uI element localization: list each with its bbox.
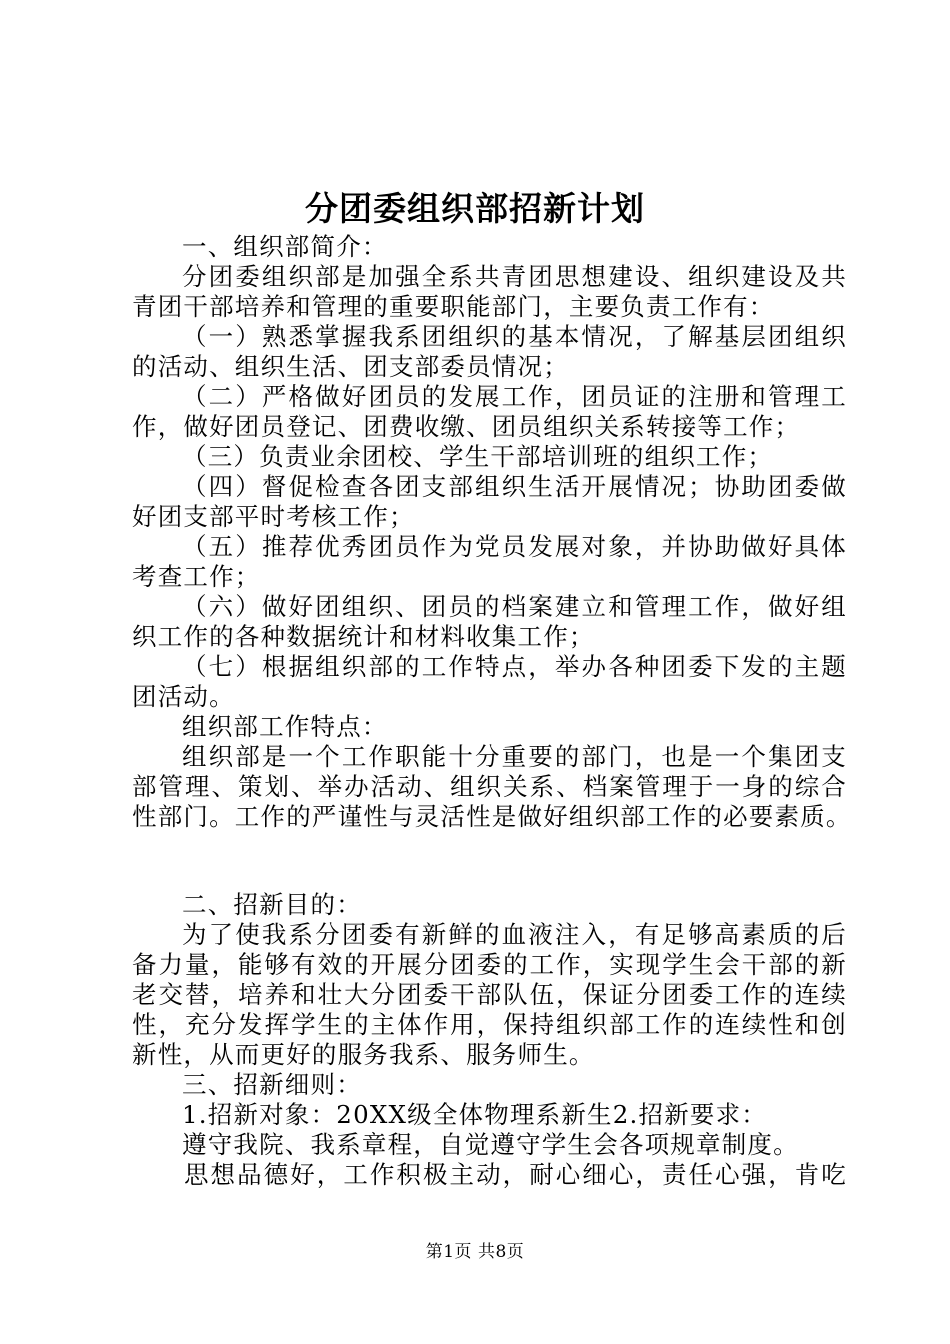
paragraph-line: 思想品德好，工作积极主动，耐心细心，责任心强，肯吃 <box>184 1160 847 1189</box>
list-item-line: 好团支部平时考核工作； <box>132 502 415 531</box>
paragraph-line: 性部门。工作的严谨性与灵活性是做好组织部工作的必要素质。 <box>132 802 852 831</box>
list-item-line: （五）推荐优秀团员作为党员发展对象，并协助做好具体 <box>182 532 847 561</box>
paragraph-line: 分团委组织部是加强全系共青团思想建设、组织建设及共 <box>182 262 847 291</box>
list-item-line: （七）根据组织部的工作特点，举办各种团委下发的主题 <box>182 652 847 681</box>
list-item-line: 的活动、组织生活、团支部委员情况； <box>132 352 569 381</box>
list-item-line: 团活动。 <box>132 682 235 711</box>
list-item-line: （四）督促检查各团支部组织生活开展情况；协助团委做 <box>182 472 847 501</box>
section-heading-purpose: 二、招新目的： <box>182 890 362 919</box>
document-body <box>132 232 852 1190</box>
list-item-line: （一）熟悉掌握我系团组织的基本情况，了解基层团组织 <box>182 322 847 351</box>
list-item-line: 织工作的各种数据统计和材料收集工作； <box>132 622 595 651</box>
paragraph-spacer <box>132 832 847 890</box>
list-item-line: （三）负责业余团校、学生干部培训班的组织工作； <box>182 442 774 471</box>
section-subheading-features: 组织部工作特点： <box>182 712 388 741</box>
paragraph-line: 1.招新对象：20XX级全体物理系新生2.招新要求： <box>182 1100 768 1129</box>
paragraph-line: 老交替，培养和壮大分团委干部队伍，保证分团委工作的连续 <box>132 980 847 1009</box>
list-item-line: （六）做好团组织、团员的档案建立和管理工作，做好组 <box>182 592 847 621</box>
page-number-footer: 第1页 共8页 <box>425 1242 525 1262</box>
paragraph-line: 性，充分发挥学生的主体作用，保持组织部工作的连续性和创 <box>132 1010 847 1039</box>
paragraph-line: 青团干部培养和管理的重要职能部门，主要负责工作有： <box>132 292 775 321</box>
paragraph-line: 组织部是一个工作职能十分重要的部门，也是一个集团支 <box>182 742 847 771</box>
list-item-line: （二）严格做好团员的发展工作，团员证的注册和管理工 <box>182 382 847 411</box>
paragraph-line: 部管理、策划、举办活动、组织关系、档案管理于一身的综合 <box>132 772 847 801</box>
list-item-line: 作，做好团员登记、团费收缴、团员组织关系转接等工作； <box>132 412 801 441</box>
paragraph-line: 为了使我系分团委有新鲜的血液注入，有足够高素质的后 <box>182 920 847 949</box>
section-heading-intro: 一、组织部简介： <box>182 232 388 261</box>
document-title: 分团委组织部招新计划 <box>305 189 645 228</box>
paragraph-line: 新性，从而更好的服务我系、服务师生。 <box>132 1040 595 1069</box>
section-heading-rules: 三、招新细则： <box>182 1070 362 1099</box>
paragraph-line: 备力量，能够有效的开展分团委的工作，实现学生会干部的新 <box>132 950 847 979</box>
paragraph-line: 遵守我院、我系章程，自觉遵守学生会各项规章制度。 <box>182 1130 799 1159</box>
list-item-line: 考查工作； <box>132 562 261 591</box>
